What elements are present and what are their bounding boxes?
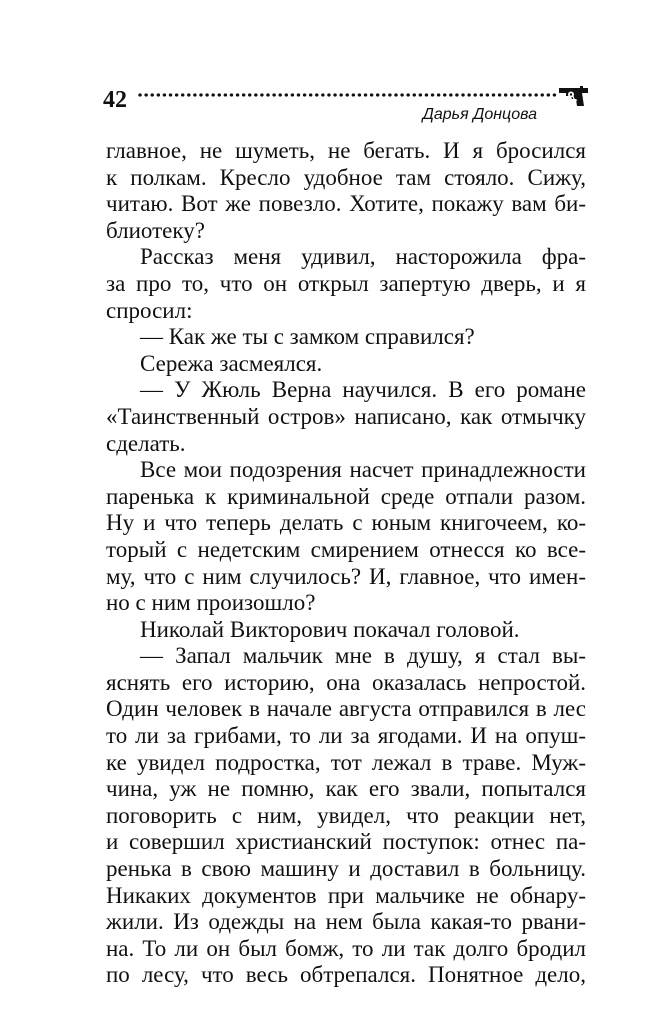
text-line: спросил: xyxy=(106,297,193,323)
page-body-text xyxy=(106,138,586,989)
text-line: читаю. Вот же повезло. Хотите, покажу вам би- xyxy=(106,191,586,217)
text-line: сделать. xyxy=(106,430,186,456)
text-line: к полкам. Кресло удобное там стояло. Сижу, xyxy=(106,164,586,190)
text-line: ренька в свою машину и доставил в больницу. xyxy=(106,856,586,882)
text-line: Никаких документов при мальчике не обнару- xyxy=(106,882,586,908)
text-line: торый с недетским смирением отнесся ко все- xyxy=(106,536,586,562)
text-line: за про то, что он открыл запертую дверь, и я xyxy=(106,270,586,296)
text-line: Ну и что теперь делать с юным книгочеем, ко- xyxy=(106,510,586,536)
text-line: и совершил христианский поступок: отнес па- xyxy=(106,829,586,855)
text-line: — У Жюль Верна научился. В его романе xyxy=(140,377,586,403)
revolver-icon xyxy=(558,82,590,110)
text-line: му, что с ним случилось? И, главное, что имен- xyxy=(106,563,586,589)
text-line: чина, уж не помню, как его звали, попытался xyxy=(106,776,586,802)
text-line: «Таинственный остров» написано, как отмычку xyxy=(106,403,586,429)
text-line: Все мои подозрения насчет принадлежности xyxy=(140,457,586,483)
text-line: ке увидел подростка, тот лежал в траве. Муж- xyxy=(106,749,586,775)
text-line: по лесу, что весь обтрепался. Понятное дело, xyxy=(106,962,586,988)
author-name: Дарья Донцова xyxy=(422,106,537,123)
text-line: поговорить с ним, увидел, что реакции нет, xyxy=(106,802,586,828)
text-line: яснять его историю, она оказалась непростой. xyxy=(106,669,586,695)
text-line: Один человек в начале августа отправился в лес xyxy=(106,696,586,722)
text-line: но с ним произошло? xyxy=(106,590,316,616)
text-line: на. То ли он был бомж, то ли так долго бродил xyxy=(106,935,586,961)
text-line: Сережа засмеялся. xyxy=(140,350,323,376)
text-line: — Как же ты с замком справился? xyxy=(140,324,475,350)
text-line: — Запал мальчик мне в душу, я стал вы- xyxy=(140,643,586,669)
text-line: главное, не шуметь, не бегать. И я бросился xyxy=(106,138,586,163)
text-line: паренька к криминальной среде отпали разом. xyxy=(106,483,586,509)
text-line: Николай Викторович покачал головой. xyxy=(140,616,520,642)
dotted-rule xyxy=(137,92,557,98)
text-line: жили. Из одежды на нем была какая-то рвани- xyxy=(106,909,586,935)
page-number: 42 xyxy=(103,87,127,113)
text-line: блиотеку? xyxy=(106,217,205,243)
text-line: то ли за грибами, то ли за ягодами. И на опуш- xyxy=(106,723,586,749)
text-line: Рассказ меня удивил, насторожила фра- xyxy=(140,244,586,270)
running-header xyxy=(103,78,589,128)
